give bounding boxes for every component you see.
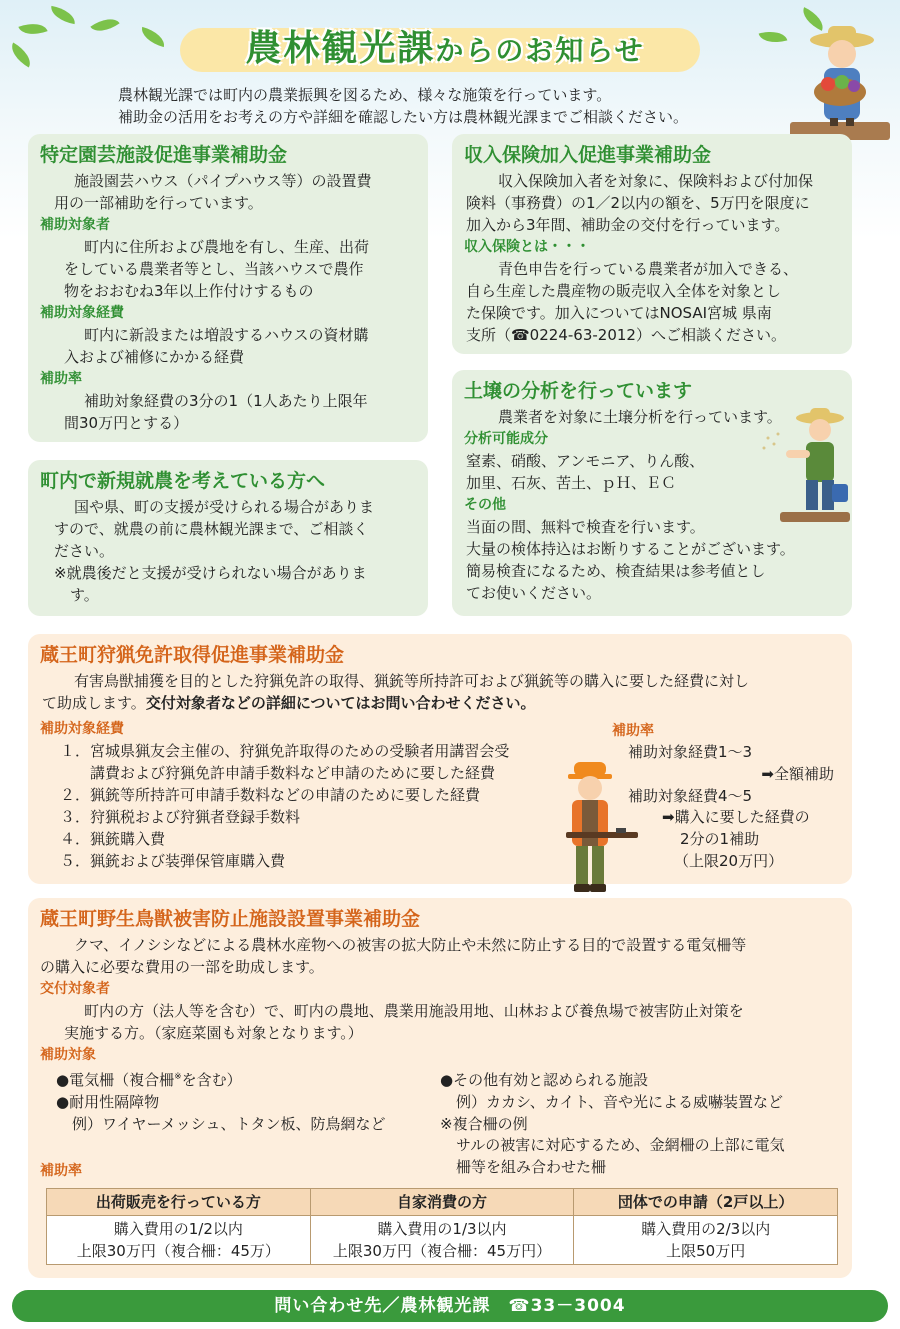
garden-desc: 施設園芸ハウス（パイプハウス等）の設置費 [74, 172, 372, 190]
rate-limit-text: 購入費用の1/3以内 [377, 1220, 507, 1238]
hunting-license-title: 蔵王町狩猟免許取得促進事業補助金 [40, 644, 345, 666]
soil-other-text: てお使いください。 [466, 584, 602, 602]
soil-components-label: 分析可能成分 [464, 431, 548, 447]
new-farming-title: 町内で新規就農を考えている方へ [40, 470, 326, 492]
garden-cost-text: 入および補修にかかる経費 [64, 348, 245, 366]
wildlife-target-text: 実施する方。（家庭菜園も対象となります。） [64, 1024, 363, 1042]
hunting-rate-text: （上限20万円） [674, 851, 784, 870]
hunter-with-rifle-illustration [556, 758, 638, 894]
table-header-row [47, 1189, 838, 1216]
insurance-text: 加入から3年間、補助金の交付を行っています。 [466, 216, 790, 234]
new-farming-note: ※就農後だと支援が受けられない場合がありま [54, 564, 367, 582]
garden-target-text: をしている農業者等とし、当該ハウスで農作 [64, 260, 364, 278]
soil-other-label: その他 [464, 497, 506, 513]
garden-subsidy-section [28, 134, 428, 442]
page-title [245, 23, 644, 75]
insurance-text: 収入保険加入者を対象に、保険料および付加保 [498, 172, 814, 190]
insurance-what-text: 自ら生産した農産物の販売収入全体を対象とし [466, 282, 782, 300]
wildlife-target-text: 町内の方（法人等を含む）で、町内の農地、農業用施設用地、山林および養魚場で被害防止対策を [84, 1002, 744, 1020]
garden-rate-text: 補助対象経費の3分の1（1人あたり上限年 [84, 392, 368, 410]
wildlife-subject-left-list [56, 1070, 426, 1135]
wildlife-rate-label: 補助率 [40, 1163, 82, 1179]
table-cell [47, 1216, 311, 1265]
rate-cap-text: 上限30万円（複合柵：45万円） [332, 1242, 552, 1260]
electric-fence-item-suffix: を含む） [181, 1071, 242, 1089]
list-item: ５．猟銃および装弾保管庫購入費 [60, 852, 286, 870]
garden-target-label: 補助対象者 [40, 217, 110, 233]
new-farming-text: すので、就農の前に農林観光課まで、ご相談く [54, 520, 369, 538]
list-item: ※複合柵の例 [440, 1114, 528, 1133]
wildlife-subject-label: 補助対象 [40, 1047, 96, 1063]
income-insurance-section [452, 134, 852, 354]
table-cell [310, 1216, 574, 1265]
list-item: ３．狩猟税および狩猟者登録手数料 [60, 808, 301, 826]
list-item: 講費および狩猟免許申請手数料など申請のために要した経費 [60, 764, 496, 782]
wildlife-text: の購入に必要な費用の一部を助成します。 [40, 958, 324, 976]
wildlife-damage-title: 蔵王町野生鳥獣被害防止施設設置事業補助金 [40, 908, 421, 930]
insurance-text: 険料（事務費）の1／2以内の額を、5万円を限度に [466, 194, 810, 212]
insurance-what-text: た保険です。加入についてはNOSAI宮城 県南 [466, 304, 772, 322]
note-mark: ※ [174, 1072, 182, 1082]
farmer-scattering-fertilizer-illustration [760, 404, 850, 524]
title-main: 農林観光課 [245, 27, 436, 69]
rate-limit-text: 購入費用の1/2以内 [113, 1220, 243, 1238]
table-header-cell: 団体での申請（2戸以上） [574, 1189, 838, 1216]
hunting-rate-text: ➡全額補助 [761, 764, 834, 783]
income-insurance-title: 収入保険加入促進事業補助金 [464, 144, 712, 166]
header [195, 22, 695, 76]
hunting-text: 有害鳥獣捕獲を目的とした狩猟免許の取得、猟銃等所持許可および猟銃等の購入に要した経費に対し [74, 672, 750, 690]
insurance-what-label: 収入保険とは・・・ [464, 239, 590, 255]
new-farming-section [28, 460, 428, 616]
hunting-rate-label: 補助率 [612, 723, 654, 739]
soil-components-text: 窒素、硝酸、アンモニア、りん酸、 [466, 452, 705, 470]
wildlife-subject-right-list [440, 1070, 850, 1179]
list-item: １．宮城県猟友会主催の、狩猟免許取得のための受験者用講習会受 [60, 742, 510, 760]
list-item: ●その他有効と認められる施設 [440, 1071, 649, 1089]
intro-line: 農林観光課では町内の農業振興を図るため、様々な施策を行っています。 [118, 86, 612, 104]
farmer-with-vegetables-illustration [790, 22, 890, 140]
soil-analysis-title: 土壌の分析を行っています [464, 380, 693, 402]
wildlife-rate-table [46, 1188, 838, 1265]
list-item: 例）ワイヤーメッシュ、トタン板、防鳥網など [72, 1114, 386, 1133]
contact-footer [12, 1290, 888, 1322]
new-farming-note: す。 [70, 586, 99, 604]
rate-cap-text: 上限30万円（複合柵：45万） [76, 1242, 280, 1260]
list-item: ●耐用性隔障物 [56, 1092, 160, 1111]
new-farming-text: 国や県、町の支援が受けられる場合がありま [74, 498, 375, 516]
insurance-what-text: 支所（☎0224-63-2012）へご相談ください。 [466, 326, 786, 344]
intro-line: 補助金の活用をお考えの方や詳細を確認したい方は農林観光課までご相談ください。 [118, 108, 689, 126]
hunting-rate-text: 2分の1補助 [680, 830, 760, 848]
soil-components-text: 加里、石灰、苦土、ｐＨ、ＥＣ [466, 474, 677, 492]
insurance-what-text: 青色申告を行っている農業者が加入できる、 [498, 260, 799, 278]
table-cell [574, 1216, 838, 1265]
garden-subsidy-title: 特定園芸施設促進事業補助金 [40, 144, 288, 166]
soil-text: 農業者を対象に土壌分析を行っています。 [498, 408, 782, 426]
garden-cost-text: 町内に新設または増設するハウスの資材購 [84, 326, 369, 344]
garden-cost-label: 補助対象経費 [40, 305, 124, 321]
list-item [56, 1070, 426, 1092]
garden-target-text: 町内に住所および農地を有し、生産、出荷 [84, 238, 370, 256]
rate-limit-text: 購入費用の2/3以内 [641, 1220, 771, 1238]
electric-fence-item: ●電気柵（複合柵 [56, 1071, 175, 1089]
wildlife-text: クマ、イノシシなどによる農林水産物への被害の拡大防止や未然に防止する目的で設置する電気柵等 [74, 936, 747, 954]
table-header-cell: 出荷販売を行っている方 [47, 1189, 311, 1216]
table-row [47, 1216, 838, 1265]
list-item: ２．猟銃等所持許可申請手数料などの申請のために要した経費 [60, 786, 481, 804]
hunting-cost-label: 補助対象経費 [40, 721, 124, 737]
list-item: 柵等を組み合わせた柵 [456, 1158, 607, 1176]
hunting-rate-text: ➡購入に要した経費の [662, 808, 810, 827]
wildlife-target-label: 交付対象者 [40, 981, 110, 997]
hunting-inquiry-note: 交付対象者などの詳細についてはお問い合わせください。 [145, 694, 536, 712]
hunting-rate-text: 補助対象経費4～5 [628, 786, 753, 805]
hunting-rate-text: 補助対象経費1～3 [628, 743, 753, 761]
table-header-cell: 自家消費の方 [310, 1189, 574, 1216]
garden-desc: 用の一部補助を行っています。 [54, 194, 263, 212]
garden-target-text: 物をおおむね3年以上作付けするもの [64, 282, 314, 300]
hunting-rate-block [612, 720, 842, 873]
contact-text: 問い合わせ先／農林観光課 ☎33－3004 [274, 1295, 626, 1316]
hunting-text: て助成します。 [42, 694, 146, 712]
list-item: サルの被害に対応するため、金網柵の上部に電気 [456, 1136, 785, 1155]
intro-text [118, 84, 758, 128]
new-farming-text: ださい。 [54, 542, 115, 560]
soil-other-text: 簡易検査になるため、検査結果は参考値とし [466, 562, 766, 580]
soil-other-text: 大量の検体持込はお断りすることがございます。 [466, 540, 795, 558]
rate-cap-text: 上限50万円 [666, 1242, 746, 1260]
title-suffix: からのお知らせ [435, 33, 645, 67]
list-item: 例）カカシ、カイト、音や光による威嚇装置など [456, 1092, 784, 1111]
soil-other-text: 当面の間、無料で検査を行います。 [466, 518, 705, 536]
garden-rate-label: 補助率 [40, 371, 82, 387]
list-item: ４．猟銃購入費 [60, 830, 166, 848]
garden-rate-text: 間30万円とする） [64, 414, 189, 432]
